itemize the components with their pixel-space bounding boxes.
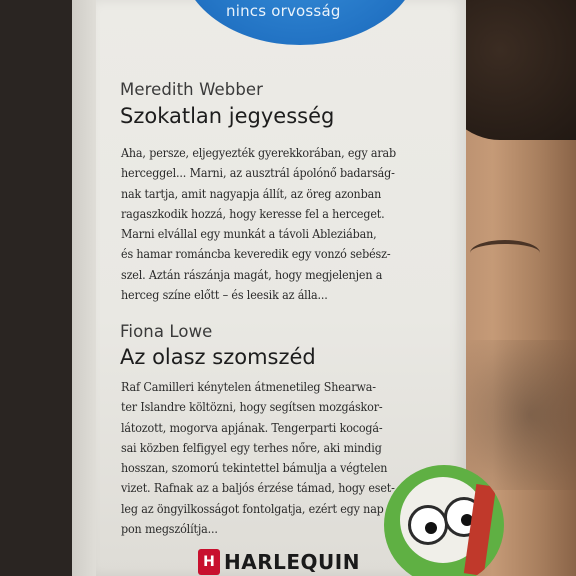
- story2-line: hosszan, szomorú tekintettel bámulja a végtelen: [121, 460, 388, 476]
- story2-line: vizet. Rafnak az a baljós érzése támad, hogy eset-: [121, 480, 395, 496]
- story1-line: Aha, persze, eljegyezték gyerekkorában, egy arab: [121, 145, 397, 160]
- story1-line: szel. Aztán rászánja magát, hogy megjelenjen a: [121, 266, 383, 282]
- sticker-left-eye-icon: [408, 505, 448, 545]
- story1-line: ragaszkodik hozzá, hogy keresse fel a herceget.: [121, 205, 385, 221]
- cover-photo-beard: [462, 340, 576, 490]
- harlequin-logo-icon: H: [198, 549, 220, 575]
- story2-author: Fiona Lowe: [120, 322, 213, 341]
- story2-line: sai közben felfigyel egy terhes nőre, aki mindig: [121, 439, 382, 455]
- badge-text: nincs orvosság: [226, 2, 341, 20]
- story2-line: látozott, mogorva apjának. Tengerparti kocogá-: [121, 419, 383, 435]
- story2-line: ter Islandre költözni, hogy segítsen mozgáskor-: [121, 399, 383, 415]
- story1-line: herceggel... Marni, az ausztrál ápolónő badarság-: [121, 165, 395, 181]
- story2-line: pon megszólítja...: [121, 521, 218, 537]
- publisher-name: HARLEQUIN: [224, 550, 360, 574]
- story2-line: Raf Camilleri kénytelen átmenetileg Shearwa-: [121, 379, 376, 394]
- story1-author: Meredith Webber: [120, 80, 264, 99]
- story1-title: Szokatlan jegyesség: [120, 104, 335, 128]
- price-sticker-icon: [384, 465, 504, 576]
- story1-line: Marni elvállal egy munkát a távoli Ableziában,: [121, 226, 377, 242]
- cover-photo-eye: [470, 240, 540, 266]
- story1-blurb: [121, 143, 441, 305]
- publisher-logo: [198, 548, 360, 576]
- story1-line: és hamar románcba keveredik egy vonzó sebész-: [121, 246, 391, 262]
- story2-line: leg az öngyilkosságot fontolgatja, ezért egy nap: [121, 500, 384, 516]
- story2-title: Az olasz szomszéd: [120, 345, 316, 369]
- story1-line: herceg színe előtt – és leesik az álla...: [121, 287, 328, 303]
- story1-line: nak tartja, amit nagyapja állít, az öreg azonban: [121, 185, 382, 201]
